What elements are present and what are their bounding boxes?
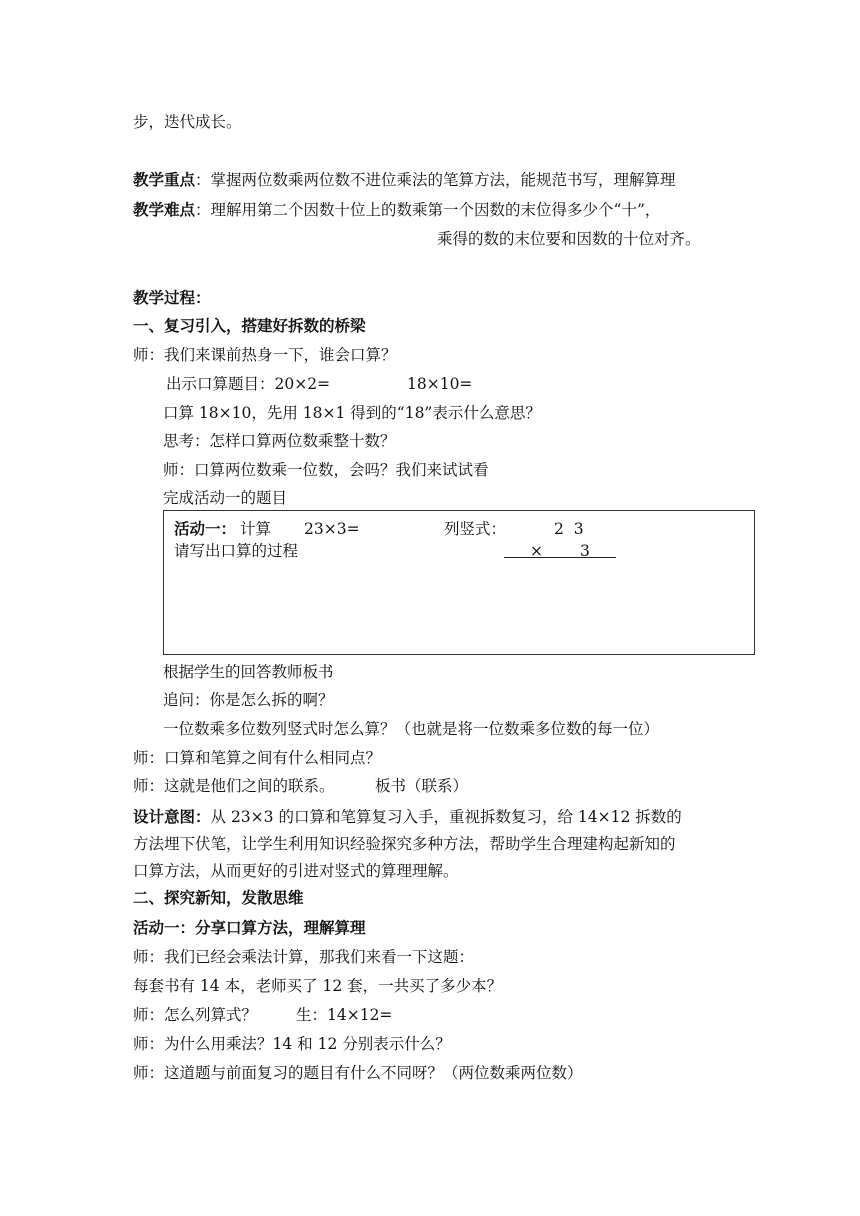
s2-line-4: 师：为什么用乘法？14 和 12 分别表示什么？ xyxy=(133,1035,451,1053)
difficulty-line xyxy=(133,200,660,220)
s1-line-3: 口算 18×10，先用 18×1 得到的“18”表示什么意思？ xyxy=(163,404,541,422)
difficulty-text-1: ：理解用第二个因数十位上的数乘第一个因数的末位得多少个“十”， xyxy=(195,201,661,219)
activity-prompt: 请写出口算的过程 xyxy=(174,542,299,560)
difficulty-label: 教学难点 xyxy=(133,200,196,219)
s1-line-6: 完成活动一的题目 xyxy=(163,489,288,507)
after-box-5: 板书（联系） xyxy=(375,777,469,795)
process-title: 教学过程： xyxy=(133,288,211,307)
activity-box xyxy=(163,510,755,655)
s1-line-2: 18×10= xyxy=(407,375,473,393)
section2-activity-heading: 活动一：分享口算方法，理解算理 xyxy=(133,918,366,937)
s2-line-1: 每套书有 14 本，老师买了 12 套，一共买了多少本？ xyxy=(133,977,503,995)
s1-line-4: 思考：怎样口算两位数乘整十数？ xyxy=(163,432,396,450)
design-intent-line-2: 方法埋下伏笔，让学生利用知识经验探究多种方法，帮助学生合理建构起新知的 xyxy=(133,835,676,853)
s1-line-0: 师：我们来课前热身一下，谁会口算？ xyxy=(133,346,397,364)
vertical-underline xyxy=(504,557,616,558)
key-point-label: 教学重点 xyxy=(133,170,196,189)
times-sign: × xyxy=(530,542,543,560)
s2-line-2: 师：怎么列算式？ xyxy=(133,1006,258,1024)
design-intent-text-1: 从 23×3 的口算和笔算复习入手，重视拆数复习，给 14×12 拆数的 xyxy=(210,808,682,826)
intro-tail: 步，迭代成长。 xyxy=(133,113,242,131)
difficulty-text-2: 乘得的数的末位要和因数的十位对齐。 xyxy=(437,230,701,248)
after-box-3: 师：口算和笔算之间有什么相同点？ xyxy=(133,749,382,767)
after-box-4: 师：这就是他们之间的联系。 xyxy=(133,777,335,795)
s2-line-0: 师：我们已经会乘法计算，那我们来看一下这题： xyxy=(133,948,475,966)
design-intent-label: 设计意图： xyxy=(133,807,211,826)
s2-line-5: 师：这道题与前面复习的题目有什么不同呀？（两位数乘两位数） xyxy=(133,1064,583,1082)
s2-line-3: 生：14×12= xyxy=(296,1006,393,1024)
after-box-0: 根据学生的回答教师板书 xyxy=(163,663,334,681)
design-intent xyxy=(133,803,730,885)
section2-heading: 二、探究新知，发散思维 xyxy=(133,888,304,907)
activity-expr: 23×3= xyxy=(304,520,360,538)
activity-calc: 计算 xyxy=(240,520,272,538)
design-intent-line-3: 口算方法，从而更好的引进对竖式的算理理解。 xyxy=(133,862,459,880)
key-point-text: ：掌握两位数乘两位数不进位乘法的笔算方法，能规范书写，理解算理 xyxy=(195,171,676,189)
vertical-label: 列竖式： xyxy=(444,520,507,538)
design-intent-line-1 xyxy=(133,803,730,831)
s1-line-1: 出示口算题目：20×2= xyxy=(166,375,331,393)
after-box-1: 追问：你是怎么拆的啊？ xyxy=(163,691,334,709)
after-box-2: 一位数乘多位数列竖式时怎么算？（也就是将一位数乘多位数的每一位） xyxy=(163,720,660,738)
s1-line-5: 师：口算两位数乘一位数，会吗？我们来试试看 xyxy=(163,461,489,479)
section1-heading: 一、复习引入，搭建好拆数的桥梁 xyxy=(133,316,366,335)
vertical-top-digits: 2 3 xyxy=(554,520,584,538)
vertical-bottom-digit: 3 xyxy=(580,542,590,560)
key-point-line xyxy=(133,170,676,190)
activity-label: 活动一： xyxy=(174,519,237,538)
